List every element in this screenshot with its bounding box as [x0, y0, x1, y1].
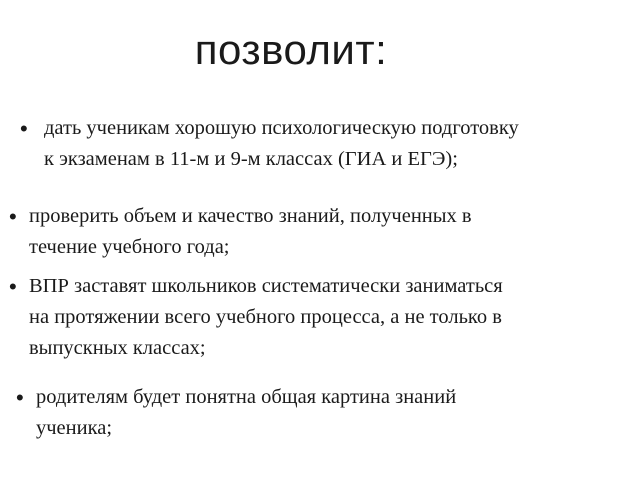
bullet-item — [20, 113, 630, 175]
bullet-dot-icon: • — [16, 385, 24, 410]
bullet-item — [9, 201, 619, 263]
bullet-dot-icon: • — [9, 274, 17, 299]
bullet-text: дать ученикам хорошую психологическую подготовку к экзаменам в 11-м и 9-м классах (ГИА и ЕГЭ); — [44, 117, 519, 170]
bullet-text: ВПР заставят школьников систематически заниматься на протяжении всего учебного процесса, а не только в выпускных классах; — [29, 275, 503, 359]
bullet-dot-icon: • — [20, 116, 28, 141]
bullet-item — [16, 382, 626, 444]
bullet-item — [9, 271, 619, 364]
slide-title: позволит: — [194, 26, 388, 73]
bullet-text: проверить объем и качество знаний, полученных в течение учебного года; — [29, 205, 472, 258]
bullet-dot-icon: • — [9, 204, 17, 229]
bullet-text: родителям будет понятна общая картина знаний ученика; — [36, 386, 457, 439]
